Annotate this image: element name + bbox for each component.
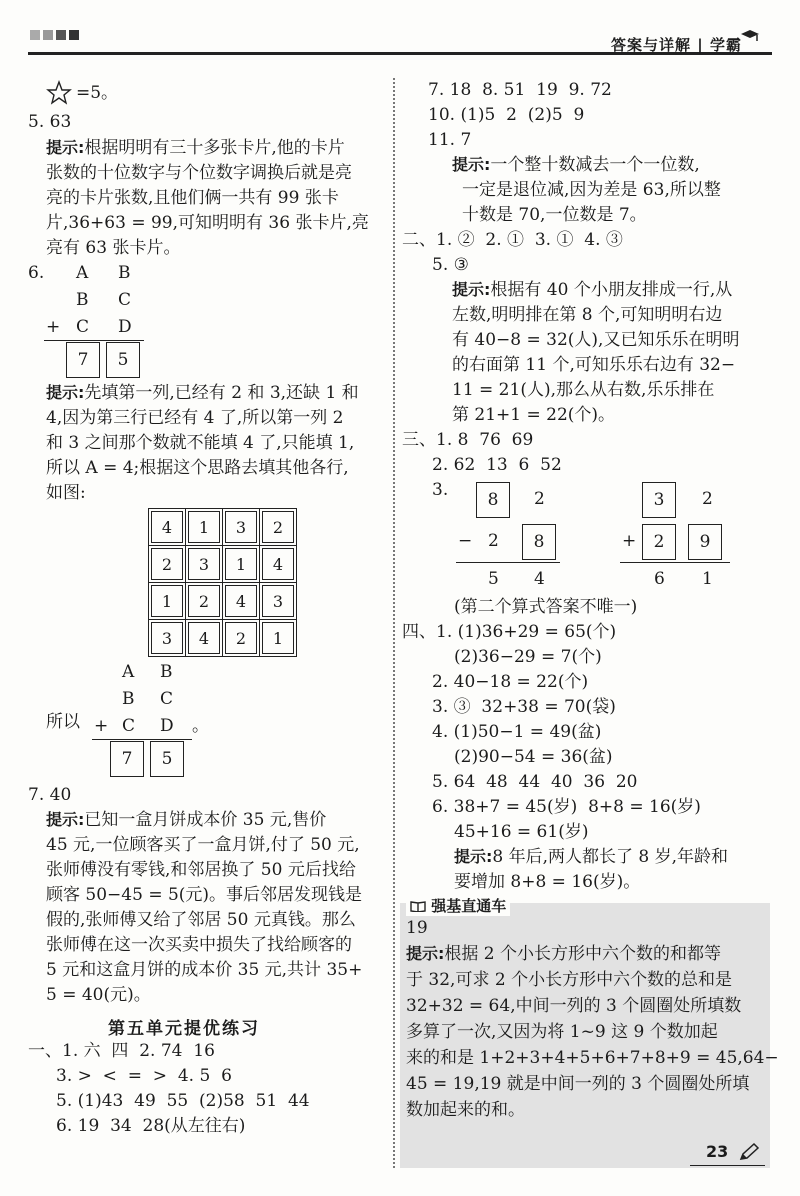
grid-cell: 3: [225, 511, 257, 543]
page-number: 23: [706, 1142, 729, 1161]
section-four-answer: 6. 38+7 = 45(岁) 8+8 = 16(岁): [432, 797, 701, 817]
section-two-answers: 二、1. ② 2. ① 3. ① 4. ③: [402, 230, 623, 250]
answer-7-9: 7. 18 8. 51 19 9. 72: [428, 80, 612, 100]
hint-2-5-line: 左数,明明排在第 8 个,可知明明右边: [452, 305, 723, 325]
number-grid: [148, 508, 297, 657]
grid-cell: 4: [262, 548, 294, 580]
hint-5-line: 亮的卡片张数,且他们俩一共有 99 张卡: [46, 188, 339, 208]
section-title: 第五单元提优练习: [108, 1019, 260, 1039]
hint-7-line: 45 元,一位顾客买了一盒月饼,付了 50 元,: [46, 835, 360, 855]
pencil-icon: [738, 1142, 760, 1162]
answer-box: 5: [106, 342, 140, 378]
plus-sign: +: [622, 531, 637, 551]
section-answer: 6. 19 34 28(从左往右): [56, 1116, 246, 1136]
answer-11: 11. 7: [428, 130, 472, 150]
plus-sign: +: [94, 716, 109, 736]
hint-6-line: 如图:: [46, 483, 86, 503]
hint-7-line: 5 = 40(元)。: [46, 985, 151, 1005]
hint-7: 提示:已知一盒月饼成本价 35 元,售价: [46, 810, 327, 830]
panel-hint-line: 来的和是 1+2+3+4+5+6+7+8+9 = 45,64−: [406, 1048, 779, 1068]
hint-7-line: 顾客 50−45 = 5(元)。事后邻居发现钱是: [46, 885, 363, 905]
answer-2-5: 5. ③: [432, 255, 469, 275]
letter-c: C: [118, 290, 132, 310]
panel-hint-line: 多算了一次,又因为将 1~9 这 9 个数加起: [406, 1022, 718, 1042]
digit-box: 9: [688, 524, 722, 560]
header-decoration: [43, 30, 53, 40]
letter-a: A: [76, 263, 89, 283]
answer-box: 7: [66, 342, 100, 378]
period-mark: 。: [192, 716, 209, 736]
hint-5-line: 亮有 63 张卡片。: [46, 238, 181, 258]
grid-cell: 2: [262, 511, 294, 543]
digit-box: 8: [522, 524, 556, 560]
digit-box: 2: [642, 524, 676, 560]
section-four-answer: 四、1. (1)36+29 = 65(个): [402, 622, 617, 642]
grid-cell: 1: [188, 511, 220, 543]
hint-2-5-line: 有 40−8 = 32(人),又已知乐乐在明明: [452, 330, 740, 350]
hint-11: 提示:一个整十数减去一个一位数,: [452, 155, 700, 175]
hint-7-line: 5 元和这盒月饼的成本价 35 元,共计 35+: [46, 960, 363, 980]
hint-6-line: 和 3 之间那个数就不能填 4 了,只能填 1,: [46, 433, 355, 453]
grid-cell: 3: [151, 622, 183, 654]
section-four-answer: (2)90−54 = 36(盆): [454, 747, 613, 767]
section-four-answer: 2. 40−18 = 22(个): [432, 672, 589, 692]
hint-5-line: 片,36+63 = 99,可知明明有 36 张卡片,亮: [46, 213, 369, 233]
sum-rule: [456, 562, 560, 563]
grid-cell: 3: [188, 548, 220, 580]
answer-star: =5。: [76, 83, 119, 103]
digit: 1: [702, 569, 713, 589]
grid-cell: 4: [151, 511, 183, 543]
grid-cell: 4: [225, 585, 257, 617]
section-three-answer: 三、1. 8 76 69: [402, 430, 534, 450]
hint-7-line: 假的,张师傅又给了邻居 50 元真钱。那么: [46, 910, 356, 930]
hint-4-6-line: 要增加 8+8 = 16(岁)。: [454, 872, 641, 892]
digit: 4: [534, 569, 545, 589]
header-decoration: [30, 30, 40, 40]
header-decoration: [69, 30, 79, 40]
grid-cell: 4: [188, 622, 220, 654]
panel-hint: 提示:根据 2 个小长方形中六个数的和都等: [406, 944, 722, 964]
digit: 2: [702, 489, 713, 509]
note: (第二个算式答案不唯一): [454, 597, 638, 617]
grid-cell: 3: [262, 585, 294, 617]
digit: 2: [534, 489, 545, 509]
header-title: 答案与详解 | 学霸: [611, 36, 742, 54]
letter-c: C: [122, 716, 136, 736]
challenge-panel-title: 强基直通车: [406, 895, 510, 916]
panel-answer: 19: [406, 918, 428, 938]
letter-d: D: [160, 716, 174, 736]
letter-a: A: [122, 662, 135, 682]
letter-c: C: [160, 689, 174, 709]
letter-d: D: [118, 317, 132, 337]
letter-b: B: [160, 662, 173, 682]
section-four-answer: 5. 64 48 44 40 36 20: [432, 772, 638, 792]
panel-hint-line: 于 32,可求 2 个小长方形中六个数的总和是: [406, 970, 733, 990]
hint-4-6: 提示:8 年后,两人都长了 8 岁,年龄和: [454, 847, 729, 867]
hint-2-5: 提示:根据有 40 个小朋友排成一行,从: [452, 280, 733, 300]
digit: 6: [654, 569, 665, 589]
hint-7-line: 张师傅没有零钱,和邻居换了 50 元后找给: [46, 860, 356, 880]
section-four-answer: 3. ③ 32+38 = 70(袋): [432, 697, 616, 717]
hint-2-5-line: 的右面第 11 个,可知乐乐右边有 32−: [452, 355, 736, 375]
hint-11-line: 一定是退位减,因为差是 63,所以整: [462, 180, 721, 200]
star-icon: [46, 80, 72, 106]
letter-c: C: [76, 317, 90, 337]
question-3-3: 3.: [432, 480, 449, 500]
panel-hint-line: 32+32 = 64,中间一列的 3 个圆圈处所填数: [406, 996, 742, 1016]
grid-cell: 1: [262, 622, 294, 654]
hint-6-line: 4,因为第三行已经有 4 了,所以第一列 2: [46, 408, 344, 428]
section-four-answer: 4. (1)50−1 = 49(盆): [432, 722, 602, 742]
section-four-answer: 45+16 = 61(岁): [454, 822, 589, 842]
grid-cell: 2: [188, 585, 220, 617]
hint-2-5-line: 第 21+1 = 22(个)。: [452, 405, 616, 425]
plus-sign: +: [46, 317, 61, 337]
answer-7: 7. 40: [28, 785, 72, 805]
grid-cell: 2: [225, 622, 257, 654]
letter-b: B: [76, 290, 89, 310]
graduation-cap-icon: [740, 28, 760, 44]
digit: 5: [488, 569, 499, 589]
section-answer: 一、1. 六 四 2. 74 16: [28, 1041, 215, 1061]
digit-box: 8: [476, 482, 510, 518]
sum-rule: [44, 340, 144, 341]
digit-box: 3: [642, 482, 676, 518]
hint-11-line: 十数是 70,一位数是 7。: [462, 205, 647, 225]
grid-cell: 1: [151, 585, 183, 617]
sum-rule: [92, 739, 192, 740]
hint-6: 提示:先填第一列,已经有 2 和 3,还缺 1 和: [46, 383, 359, 403]
suoyi-label: 所以: [46, 712, 80, 732]
sum-rule: [620, 562, 730, 563]
column-divider: [393, 78, 395, 1168]
answer-10: 10. (1)5 2 (2)5 9: [428, 105, 585, 125]
answer-5: 5. 63: [28, 112, 72, 132]
section-three-answer: 2. 62 13 6 52: [432, 455, 562, 475]
grid-cell: 1: [225, 548, 257, 580]
minus-sign: −: [458, 531, 473, 551]
answer-box: 7: [110, 741, 144, 777]
digit: 2: [488, 531, 499, 551]
section-answer: 3. > < = > 4. 5 6: [56, 1066, 232, 1086]
hint-6-line: 所以 A = 4;根据这个思路去填其他各行,: [46, 458, 349, 478]
hint-5: 提示:根据明明有三十多张卡片,他的卡片: [46, 138, 345, 158]
letter-b: B: [118, 263, 131, 283]
letter-b: B: [122, 689, 135, 709]
section-four-answer: (2)36−29 = 7(个): [454, 647, 602, 667]
panel-hint-line: 数加起来的和。: [406, 1100, 525, 1120]
book-icon: [410, 900, 426, 912]
header-decoration: [56, 30, 66, 40]
hint-7-line: 张师傅在这一次买卖中损失了找给顾客的: [46, 935, 352, 955]
section-answer: 5. (1)43 49 55 (2)58 51 44: [56, 1091, 310, 1111]
grid-cell: 2: [151, 548, 183, 580]
hint-2-5-line: 11 = 21(人),那么从右数,乐乐排在: [452, 380, 715, 400]
hint-5-line: 张数的十位数字与个位数字调换后就是亮: [46, 163, 352, 183]
answer-box: 5: [150, 741, 184, 777]
footer-rule: [690, 1165, 765, 1166]
question-6: 6.: [28, 263, 45, 283]
panel-hint-line: 45 = 19,19 就是中间一列的 3 个圆圈处所填: [406, 1074, 750, 1094]
